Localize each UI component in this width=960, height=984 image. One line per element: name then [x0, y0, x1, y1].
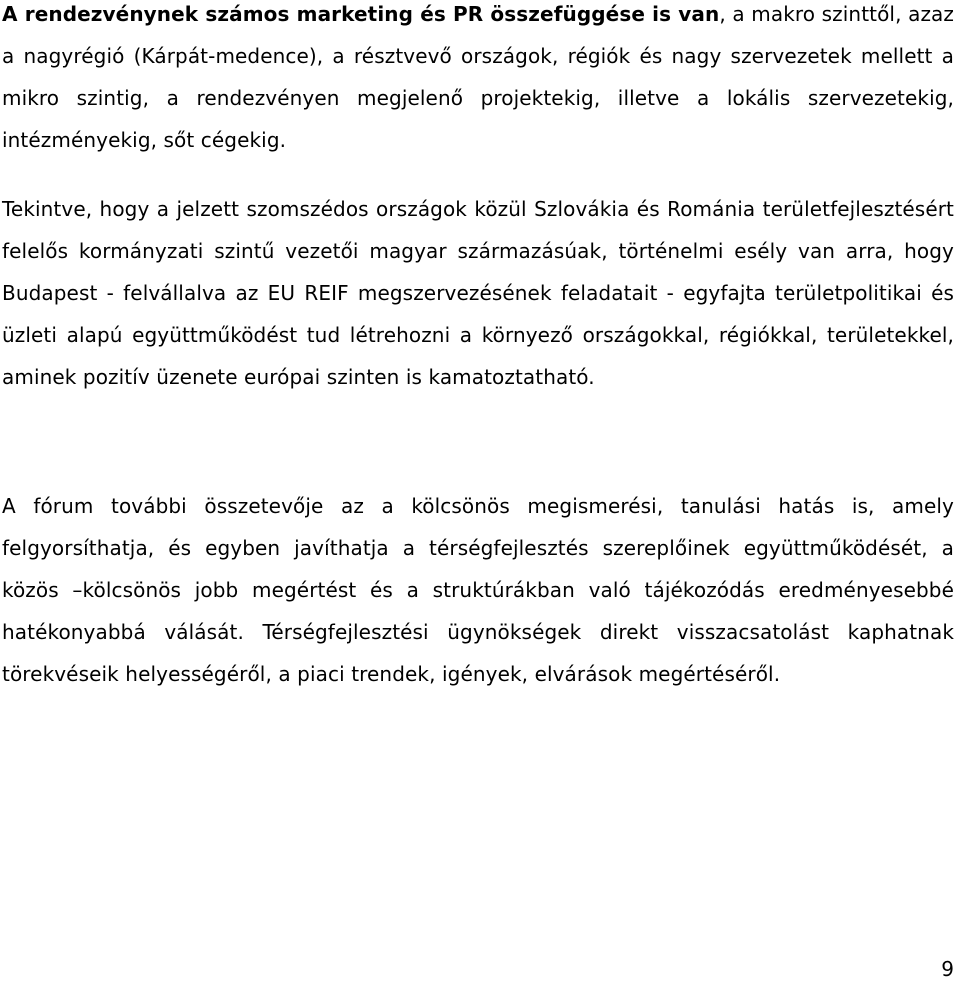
- paragraph-text: Tekintve, hogy a jelzett szomszédos országok közül Szlovákia és Románia területfejlesztésért felelős kormányzati szintű vezetői magyar származásúak, történelmi esély van arra, hogy Budapest - felvállalva az EU REIF megszervezésének feladatait - egyfajta területpolitikai és üzleti alapú együttműködést tud létrehozni a környező országokkal, régiókkal, területekkel, aminek pozitív üzenete európai szinten is kamatoztatható.: [2, 197, 954, 389]
- page-number: 9: [941, 957, 954, 981]
- paragraph-marketing: [2, 0, 954, 161]
- paragraph-text: , a makro szinttől, azaz a nagyrégió (Kárpát-medence), a résztvevő országok, régiók és nagy szervezetek mellett a mikro szintig, a rendezvényen megjelenő projektekig, illetve a lokális szervezetekig, intézményekig, sőt cégekig.: [2, 2, 954, 152]
- paragraph-neighbouring-countries: [2, 188, 954, 398]
- paragraph-text: A fórum további összetevője az a kölcsönös megismerési, tanulási hatás is, amely felgyorsíthatja, és egyben javíthatja a térségfejlesztés szereplőinek együttműködését, a közös –kölcsönös jobb megértést és a struktúrákban való tájékozódás eredményesebbé hatékonyabbá válását. Térségfejlesztési ügynökségek direkt visszacsatolást kaphatnak törekvéseik helyességéről, a piaci trendek, igények, elvárások megértéséről.: [2, 494, 954, 686]
- paragraph-bold-lead: A rendezvénynek számos marketing és PR összefüggése is van: [2, 2, 720, 26]
- paragraph-forum-learning: [2, 485, 954, 695]
